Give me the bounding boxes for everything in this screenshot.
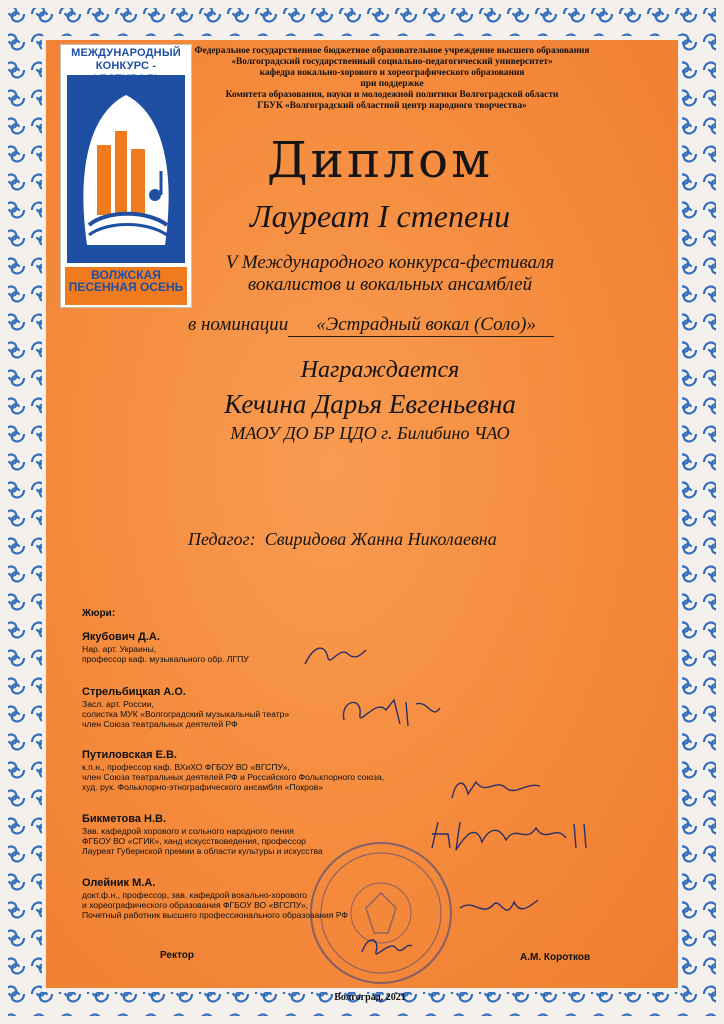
awarded-label: Награждается <box>300 357 460 383</box>
jury-label: Жюри: <box>82 608 116 619</box>
header-line: при поддержке <box>360 79 424 89</box>
header-line: «Волгоградский государственный социально-педагогический университет» <box>231 57 553 67</box>
nomination-label: в номинации <box>188 314 289 335</box>
jury-member-detail: Почетный работник высшего профессионального образования РФ <box>82 910 348 920</box>
contest-line-2: вокалистов и вокальных ансамблей <box>247 274 533 295</box>
header-line: Комитета образования, науки и молодежной политики Волгоградской области <box>225 90 559 100</box>
jury-member-detail: Лауреат Губернской премии в области культуры и искусства <box>82 846 323 856</box>
city-year: Волгоград, 2021 <box>334 992 406 1003</box>
signature-putilovskaya <box>446 768 546 808</box>
jury-member <box>82 748 402 792</box>
laureate-degree: Лауреат I степени <box>249 198 511 234</box>
jury-member-detail: докт.ф.н., профессор, зав. кафедрой вокально-хорового <box>82 890 308 900</box>
issuer-header <box>172 46 612 112</box>
jury-member-name: Якубович Д.А. <box>82 631 160 643</box>
signature-rector <box>356 926 416 966</box>
logo-festival-name: ВОЛЖСКАЯ ПЕСЕННАЯ ОСЕНЬ <box>68 268 184 294</box>
signature-yakubovich <box>300 636 370 676</box>
header-line: кафедра вокально-хорового и хореографического образования <box>259 68 525 78</box>
jury-member-name: Стрельбицкая А.О. <box>82 686 186 698</box>
rector-name: А.М. Коротков <box>520 952 591 963</box>
header-line: ГБУК «Волгоградский областной центр народного творчества» <box>257 101 527 111</box>
festival-emblem-icon <box>67 75 185 263</box>
logo-name-box <box>65 267 187 305</box>
signature-strelbitskaya <box>336 690 446 735</box>
diploma-title: Диплом <box>266 131 494 189</box>
signature-oleynik <box>454 888 544 928</box>
jury-member-detail: член Союза театральных деятелей РФ <box>82 719 238 729</box>
signature-bikmetova <box>426 814 596 854</box>
teacher-name: Свиридова Жанна Николаевна <box>264 529 497 549</box>
jury-member-detail: Нар. арт. Украины, <box>82 644 157 654</box>
jury-member-detail: Засл. арт. России, <box>82 699 154 709</box>
jury-member-name: Олейник М.А. <box>82 877 156 889</box>
jury-member-detail: профессор каф. музыкального обр. ЛГПУ <box>82 654 249 664</box>
jury-member-detail: солистка МУК «Волгоградский музыкальный театр» <box>82 709 290 719</box>
jury-member-name: Бикметова Н.В. <box>82 813 167 825</box>
contest-description <box>180 252 600 296</box>
recipient-name: Кечина Дарья Евгеньевна <box>224 389 516 419</box>
jury-member-detail: ФГБОУ ВО «СГИК», канд искусствоведения, профессор <box>82 836 306 846</box>
rector-label: Ректор <box>160 950 194 961</box>
logo-top-text: МЕЖДУНАРОДНЫЙ КОНКУРС - <box>71 47 181 72</box>
jury-member-detail: к.п.н., профессор каф. ВХиХО ФГБОУ ВО «ВГСПУ», <box>82 762 290 772</box>
jury-member-detail: и хореографического образования ФГБОУ ВО «ВГСПУ», <box>82 900 308 910</box>
header-line: Федеральное государственное бюджетное образовательное учреждение высшего образования <box>194 46 590 56</box>
teacher <box>188 528 608 550</box>
nomination <box>188 314 608 337</box>
recipient-organization: МАОУ ДО БР ЦДО г. Билибино ЧАО <box>230 423 510 443</box>
teacher-label: Педагог: <box>188 529 256 549</box>
jury-member-detail: член Союза театральных деятелей РФ и Российского Фольклорного союза, <box>82 772 385 782</box>
nomination-value: «Эстрадный вокал (Соло)» <box>288 314 554 337</box>
contest-line-1: V Международного конкурса-фестиваля <box>225 252 555 273</box>
jury-member-detail: худ. рук. Фольклорно-этнографического ансамбля «Покров» <box>82 782 324 792</box>
jury-member-name: Путиловская Е.В. <box>82 749 177 761</box>
jury-member-detail: Зав. кафедрой хорового и сольного народного пения <box>82 826 294 836</box>
